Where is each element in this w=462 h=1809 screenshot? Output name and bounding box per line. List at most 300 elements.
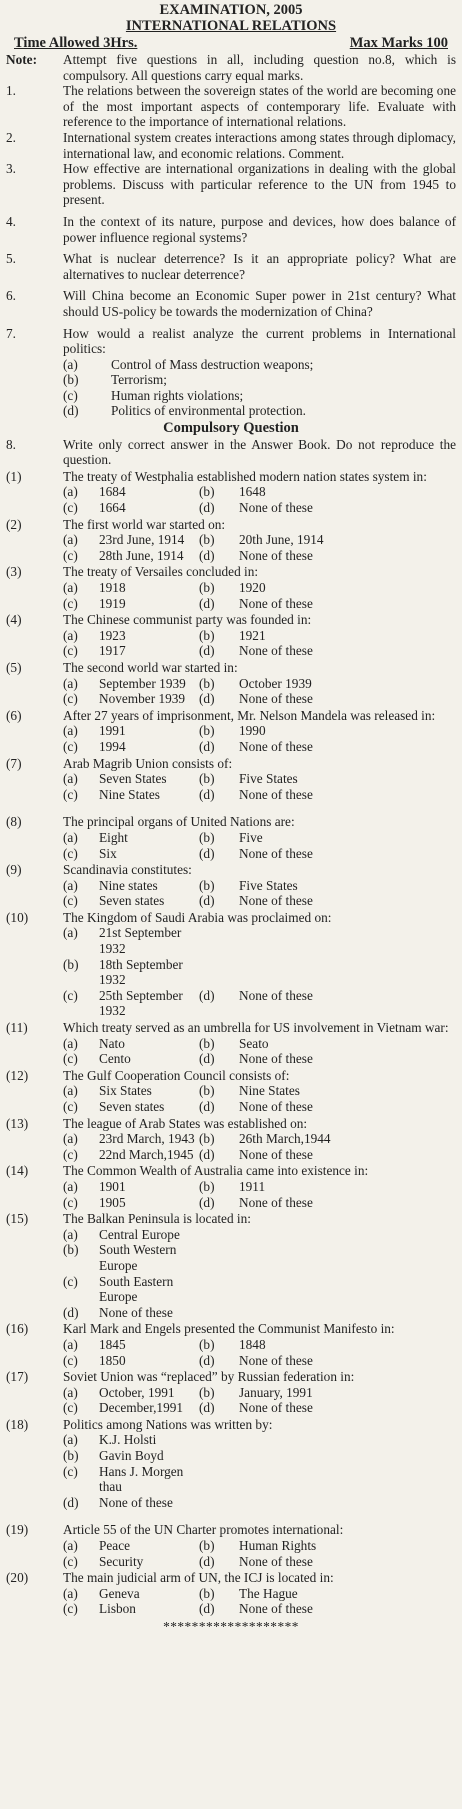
- option-value: Cento: [99, 1051, 131, 1067]
- option-value: None of these: [239, 738, 313, 754]
- option-value: None of these: [239, 1352, 313, 1368]
- option-letter: (c): [63, 691, 78, 707]
- option-letter: (c): [63, 845, 78, 861]
- mcq-question: [0, 1417, 462, 1433]
- exam-title: EXAMINATION, 2005: [159, 2, 303, 18]
- time-allowed: Time Allowed 3Hrs.: [14, 35, 138, 51]
- subpart-label: (d): [63, 403, 79, 419]
- mcq-options: [0, 532, 462, 563]
- option-letter: (a): [63, 1131, 78, 1147]
- option-value: 1911: [239, 1178, 266, 1194]
- option-letter: [199, 925, 239, 956]
- option-value: Five: [239, 829, 263, 845]
- subpart: [63, 403, 462, 419]
- option-letter: (b): [199, 627, 215, 643]
- mcq-number: (4): [6, 612, 22, 628]
- mcq-text: After 27 years of imprisonment, Mr. Nelson Mandela was released in:: [63, 707, 436, 723]
- option-letter: (a): [63, 1178, 78, 1194]
- option-value: The Hague: [239, 1585, 298, 1601]
- mcq-options: [0, 1036, 462, 1067]
- option-row: [63, 1554, 462, 1570]
- option-letter: (d): [199, 1146, 215, 1162]
- mcq-question: [0, 517, 462, 533]
- option-row: [63, 771, 462, 787]
- mcq-text: The Gulf Cooperation Council consists of:: [63, 1067, 290, 1083]
- mcq-item: [0, 1211, 462, 1320]
- mcq-item: [0, 708, 462, 755]
- subpart-label: (a): [63, 356, 78, 372]
- option-value: 23rd June, 1914: [99, 532, 185, 548]
- option-row: [63, 1353, 462, 1369]
- option-letter: (c): [63, 738, 78, 754]
- option-letter: (b): [199, 1384, 215, 1400]
- note-label: Note:: [6, 52, 38, 67]
- mcq-question: [0, 1211, 462, 1227]
- option-value: Hans J. Morgen thau: [99, 1463, 184, 1495]
- option-value: 1848: [239, 1336, 266, 1352]
- mcq-item: [0, 1163, 462, 1210]
- question-5: [0, 251, 462, 282]
- option-letter: (b): [199, 877, 215, 893]
- option-letter: (a): [63, 723, 78, 739]
- mcq-item: [0, 1369, 462, 1416]
- end-stars: *******************: [163, 1619, 299, 1634]
- option-value: Peace: [99, 1538, 131, 1554]
- mcq-item: [0, 910, 462, 1019]
- option-value: 28th June, 1914: [99, 547, 184, 563]
- option-row: [63, 1464, 462, 1495]
- option-value: 1648: [239, 484, 266, 500]
- question-3: [0, 161, 462, 208]
- option-letter: (c): [63, 500, 78, 516]
- question-list: [0, 83, 462, 419]
- option-letter: (d): [199, 1400, 215, 1416]
- option-letter: (a): [63, 1083, 78, 1099]
- option-value: Nine States: [99, 786, 160, 802]
- mcq-question: [0, 1522, 462, 1538]
- option-value: Nine states: [99, 877, 158, 893]
- option-row: [63, 787, 462, 803]
- option-letter: (c): [63, 643, 78, 659]
- option-value: Geneva: [99, 1585, 140, 1601]
- option-row: [63, 484, 462, 500]
- question-text: How effective are international organizations in dealing with the global problems. Discuss with particular reference to the UN from 1945 to present.: [63, 161, 456, 208]
- option-letter: (d): [199, 1601, 215, 1617]
- option-letter: (a): [63, 1432, 78, 1448]
- option-row: [63, 1051, 462, 1067]
- mcq-item: [0, 1417, 462, 1511]
- option-row: [63, 500, 462, 516]
- option-letter: [199, 957, 239, 988]
- mcq-question: [0, 564, 462, 580]
- option-letter: [199, 1227, 239, 1243]
- mcq-options: [0, 878, 462, 909]
- option-value: None of these: [239, 691, 313, 707]
- question-text: International system creates interactions among states through diplomacy, international law, and economic relations. Comment.: [63, 129, 456, 161]
- mcq-number: (17): [6, 1369, 29, 1385]
- option-value: None of these: [239, 643, 313, 659]
- option-value: November 1939: [99, 691, 186, 707]
- option-value: Gavin Boyd: [99, 1448, 164, 1464]
- option-value: [239, 925, 462, 956]
- option-letter: (c): [63, 1146, 78, 1162]
- option-value: None of these: [99, 1304, 173, 1320]
- option-value: None of these: [239, 1051, 313, 1067]
- option-letter: (d): [199, 500, 215, 516]
- mcq-options: [0, 1083, 462, 1114]
- mcq-item: [0, 814, 462, 861]
- mcq-item: [0, 612, 462, 659]
- option-letter: (a): [63, 1035, 78, 1051]
- option-value: K.J. Holsti: [99, 1432, 157, 1448]
- option-letter: (c): [63, 1352, 78, 1368]
- option-row: [63, 1083, 462, 1099]
- option-letter: (b): [199, 532, 215, 548]
- mcq-number: (14): [6, 1163, 29, 1179]
- option-letter: (d): [199, 1352, 215, 1368]
- question-text: What is nuclear deterrence? Is it an appropriate policy? What are alternatives to nuclear deterrence?: [63, 251, 456, 282]
- subpart-text: Terrorism;: [111, 372, 167, 388]
- question-text: Will China become an Economic Super power in 21st century? What should US-policy be towards the modernization of China?: [63, 288, 456, 319]
- mcq-options: [0, 1179, 462, 1210]
- option-row: [63, 1195, 462, 1211]
- option-value: 1921: [239, 627, 266, 643]
- option-letter: (d): [199, 643, 215, 659]
- option-value: Lisbon: [99, 1601, 136, 1617]
- mcq-text: Scandinavia constitutes:: [63, 862, 192, 878]
- option-letter: (a): [63, 1538, 78, 1554]
- mcq-options: [0, 580, 462, 611]
- time-marks-row: [0, 34, 462, 51]
- mcq-number: (13): [6, 1115, 29, 1131]
- mcq-item: [0, 660, 462, 707]
- option-value: None of these: [239, 1400, 313, 1416]
- option-letter: (c): [63, 987, 78, 1003]
- option-letter: [199, 1464, 239, 1495]
- option-letter: (d): [199, 1194, 215, 1210]
- option-row: [63, 1337, 462, 1353]
- max-marks: Max Marks 100: [349, 35, 448, 51]
- mcq-options: [0, 771, 462, 802]
- option-letter: [199, 1305, 239, 1321]
- option-letter: (d): [199, 786, 215, 802]
- question-1: [0, 83, 462, 130]
- option-letter: (a): [63, 1336, 78, 1352]
- option-letter: (c): [63, 547, 78, 563]
- mcq-text: The Common Wealth of Australia came into existence in:: [63, 1163, 369, 1179]
- option-letter: (d): [199, 738, 215, 754]
- option-letter: (b): [199, 1131, 215, 1147]
- option-row: [63, 1601, 462, 1617]
- option-row: [63, 1147, 462, 1163]
- option-letter: (c): [63, 1273, 78, 1289]
- option-letter: (b): [199, 1035, 215, 1051]
- option-value: 1901: [99, 1178, 126, 1194]
- mcq-options: [0, 723, 462, 754]
- option-row: [63, 1036, 462, 1052]
- mcq-options: [0, 1432, 462, 1510]
- option-letter: (d): [199, 893, 215, 909]
- option-value: 21st September 1932: [99, 925, 182, 957]
- option-row: [63, 580, 462, 596]
- option-letter: (d): [199, 1099, 215, 1114]
- option-letter: (b): [63, 956, 79, 972]
- option-value: None of these: [239, 547, 313, 563]
- option-letter: (b): [63, 1448, 79, 1464]
- option-value: 26th March,1944: [239, 1131, 331, 1147]
- option-value: Seato: [239, 1035, 269, 1051]
- option-value: None of these: [239, 893, 313, 909]
- option-row: [63, 532, 462, 548]
- option-value: Security: [99, 1553, 144, 1569]
- mcq-question: [0, 862, 462, 878]
- option-row: [63, 1274, 462, 1305]
- option-value: None of these: [239, 1601, 313, 1617]
- mcq-options: [0, 1227, 462, 1321]
- mcq-number: (12): [6, 1067, 29, 1083]
- option-value: None of these: [239, 1553, 313, 1569]
- option-letter: (c): [63, 1051, 78, 1067]
- option-row: [63, 691, 462, 707]
- option-row: [63, 1305, 462, 1321]
- option-value: 1920: [239, 580, 266, 595]
- option-letter: (b): [199, 1538, 215, 1554]
- option-value: Six: [99, 845, 117, 861]
- option-value: 1684: [99, 484, 126, 500]
- mcq-question: [0, 708, 462, 724]
- option-value: South Eastern Europe: [99, 1273, 174, 1305]
- question-number: 8.: [6, 436, 16, 452]
- option-value: 1905: [99, 1194, 126, 1210]
- mcq-item: [0, 517, 462, 564]
- option-value: 1994: [99, 738, 126, 754]
- option-value: [239, 1448, 462, 1464]
- option-value: 23rd March, 1943: [99, 1131, 195, 1147]
- option-letter: (b): [199, 675, 215, 691]
- option-value: Six States: [99, 1083, 152, 1099]
- option-value: None of these: [239, 786, 313, 802]
- option-letter: [199, 1274, 239, 1305]
- note-text: Attempt five questions in all, including question no.8, which is compulsory. All questions carry equal marks.: [63, 52, 456, 83]
- question-text: The relations between the sovereign states of the world are becoming one of the most important aspects of contemporary life. Evaluate with reference to the importance of international relations.: [63, 83, 456, 130]
- mcq-text: The Balkan Peninsula is located in:: [63, 1211, 251, 1227]
- mcq-number: (16): [6, 1321, 29, 1337]
- mcq-question: [0, 660, 462, 676]
- mcq-question: [0, 910, 462, 926]
- option-letter: (a): [63, 829, 78, 845]
- option-value: None of these: [239, 1099, 313, 1114]
- option-value: None of these: [239, 595, 313, 611]
- option-value: 1917: [99, 643, 126, 659]
- option-value: [239, 1432, 462, 1448]
- mcq-question: [0, 1163, 462, 1179]
- option-letter: (d): [63, 1494, 79, 1510]
- option-letter: (a): [63, 532, 78, 548]
- option-value: 18th September 1932: [99, 956, 183, 988]
- mcq-number: (3): [6, 564, 22, 580]
- option-letter: (d): [199, 987, 215, 1003]
- option-letter: (a): [63, 580, 78, 595]
- question-text: How would a realist analyze the current problems in International politics:: [63, 325, 456, 357]
- option-letter: (d): [199, 845, 215, 861]
- mcq-options: [0, 1385, 462, 1416]
- mcq-question: [0, 1369, 462, 1385]
- option-letter: (a): [63, 771, 78, 787]
- subpart-label: (c): [63, 387, 78, 403]
- option-letter: (a): [63, 627, 78, 643]
- option-row: [63, 596, 462, 612]
- question-2: [0, 130, 462, 161]
- option-letter: (b): [199, 771, 215, 787]
- question-7: [0, 326, 462, 357]
- option-row: [63, 893, 462, 909]
- mcq-options: [0, 484, 462, 515]
- option-value: Five States: [239, 771, 298, 787]
- option-value: 1923: [99, 627, 126, 643]
- option-value: None of these: [239, 1194, 313, 1210]
- mcq-text: The Chinese communist party was founded in:: [63, 612, 312, 628]
- mcq-question: [0, 1068, 462, 1084]
- option-value: [239, 1242, 462, 1273]
- mcq-item: [0, 862, 462, 909]
- mcq-text: The main judicial arm of UN, the ICJ is located in:: [63, 1570, 334, 1586]
- subpart-text: Politics of environmental protection.: [111, 403, 306, 419]
- mcq-question: [0, 756, 462, 772]
- mcq-item: [0, 1321, 462, 1368]
- option-letter: (c): [63, 1400, 78, 1416]
- option-value: September 1939: [99, 675, 186, 691]
- option-value: 1990: [239, 723, 266, 739]
- mcq-options: [0, 676, 462, 707]
- option-row: [63, 846, 462, 862]
- option-letter: [199, 1448, 239, 1464]
- option-row: [63, 1385, 462, 1401]
- option-letter: (a): [63, 484, 78, 500]
- question-text: Write only correct answer in the Answer Book. Do not reproduce the question.: [63, 436, 456, 468]
- question-number: 3.: [6, 161, 16, 177]
- option-letter: (a): [63, 675, 78, 691]
- option-value: 1919: [99, 595, 126, 611]
- question-8: [0, 437, 462, 468]
- mcq-text: The principal organs of United Nations are:: [63, 814, 295, 830]
- option-value: None of these: [239, 1146, 313, 1162]
- option-letter: (b): [199, 580, 215, 595]
- option-value: January, 1991: [239, 1384, 313, 1400]
- option-letter: (c): [63, 893, 78, 909]
- mcq-number: (11): [6, 1020, 28, 1036]
- subpart: [63, 357, 462, 373]
- option-row: [63, 830, 462, 846]
- option-letter: (b): [63, 1242, 79, 1258]
- option-letter: (c): [63, 595, 78, 611]
- option-letter: (c): [63, 1553, 78, 1569]
- question-number: 4.: [6, 213, 16, 229]
- mcq-question: [0, 1570, 462, 1586]
- option-letter: (b): [199, 1178, 215, 1194]
- option-row: [63, 1586, 462, 1602]
- option-row: [63, 1432, 462, 1448]
- option-value: [239, 957, 462, 988]
- mcq-item: [0, 1068, 462, 1115]
- option-letter: (c): [63, 786, 78, 802]
- mcq-text: The treaty of Westphalia established modern nation states system in:: [63, 468, 427, 484]
- question-number: 1.: [6, 83, 16, 99]
- subpart-text: Control of Mass destruction weapons;: [111, 356, 314, 372]
- option-letter: (b): [199, 484, 215, 500]
- option-row: [63, 878, 462, 894]
- mcq-number: (10): [6, 909, 29, 925]
- option-value: [239, 1305, 462, 1321]
- option-letter: (a): [63, 877, 78, 893]
- option-value: October 1939: [239, 675, 312, 691]
- mcq-item: [0, 1570, 462, 1617]
- subpart-text: Human rights violations;: [111, 387, 244, 403]
- option-row: [63, 988, 462, 1019]
- option-value: Central Europe: [99, 1226, 180, 1242]
- note: [0, 52, 462, 83]
- option-value: 1918: [99, 580, 126, 595]
- mcq-number: (9): [6, 862, 22, 878]
- option-value: 1845: [99, 1336, 126, 1352]
- mcq-number: (7): [6, 755, 22, 771]
- mcq-question: [0, 469, 462, 485]
- mcq-item: [0, 564, 462, 611]
- option-value: [239, 1227, 462, 1243]
- mcq-item: [0, 1116, 462, 1163]
- option-value: 20th June, 1914: [239, 532, 324, 548]
- option-letter: (b): [199, 1585, 215, 1601]
- option-value: Five States: [239, 877, 298, 893]
- mcq-text: The first world war started on:: [63, 516, 226, 532]
- mcq-options: [0, 1586, 462, 1617]
- option-row: [63, 676, 462, 692]
- mcq-options: [0, 628, 462, 659]
- mcq-number: (8): [6, 814, 22, 830]
- mcq-item: [0, 756, 462, 803]
- option-value: Seven States: [99, 771, 167, 787]
- question-number: 5.: [6, 251, 16, 267]
- option-value: 1664: [99, 500, 126, 516]
- mcq-number: (15): [6, 1211, 29, 1227]
- option-letter: (a): [63, 925, 78, 941]
- mcq-text: The treaty of Versailes concluded in:: [63, 564, 259, 580]
- option-row: [63, 1131, 462, 1147]
- mcq-number: (5): [6, 659, 22, 675]
- subpart: [63, 372, 462, 388]
- option-value: Nine States: [239, 1083, 300, 1099]
- mcq-options: [0, 925, 462, 1019]
- mcq-list: [0, 469, 462, 1617]
- option-value: [239, 1464, 462, 1495]
- option-letter: (c): [63, 1601, 78, 1617]
- option-value: Seven states: [99, 1099, 165, 1114]
- option-letter: (d): [63, 1304, 79, 1320]
- option-row: [63, 1099, 462, 1115]
- option-row: [63, 1400, 462, 1416]
- option-letter: (d): [199, 1051, 215, 1067]
- option-value: 1850: [99, 1352, 126, 1368]
- option-row: [63, 723, 462, 739]
- option-value: Eight: [99, 829, 128, 845]
- mcq-options: [0, 830, 462, 861]
- mcq-text: Article 55 of the UN Charter promotes international:: [63, 1522, 344, 1538]
- option-value: Nato: [99, 1035, 125, 1051]
- q7-subparts: [0, 357, 462, 419]
- option-value: 25th September 1932: [99, 987, 183, 1019]
- option-value: None of these: [239, 987, 313, 1003]
- mcq-text: Which treaty served as an umbrella for US involvement in Vietnam war:: [63, 1020, 449, 1036]
- option-letter: (a): [63, 1585, 78, 1601]
